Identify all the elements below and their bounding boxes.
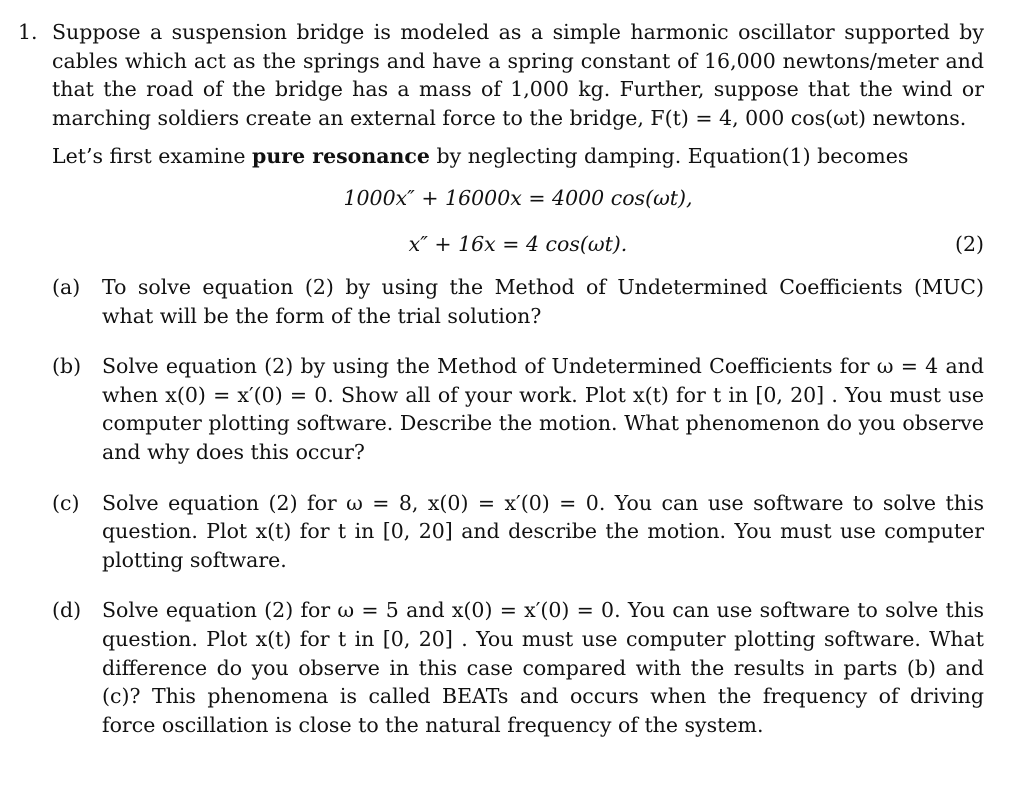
- part-b: [52, 352, 984, 466]
- lead-paragraph: [52, 142, 984, 171]
- equation-1: [52, 183, 984, 213]
- part-c: [52, 489, 984, 575]
- lead-text-after: by neglecting damping. Equation(1) becomes: [429, 144, 909, 169]
- part-b-label: (b): [52, 354, 82, 379]
- part-b-text: Solve equation (2) by using the Method of Undetermined Coefficients for ω = 4 and when x(0) = x′(0) = 0. Show all of your work. Plot x(t) for t in [0, 20] . You must use computer plotting software. Describe the motion. What phenomenon do you observe and why does this occur?: [102, 354, 984, 464]
- problem-parts: [52, 273, 984, 739]
- problem-intro: Suppose a suspension bridge is modeled as a simple harmonic oscillator supported by cables which act as the springs and have a spring constant of 16,000 newtons/meter and that the road of the bridge has a mass of 1,000 kg. Further, suppose that the wind or marching soldiers create an external force to the bridge, F(t) = 4, 000 cos(ωt) newtons.: [52, 20, 984, 130]
- problem-1: [18, 18, 984, 761]
- lead-text-before: Let’s first examine: [52, 144, 253, 169]
- equation-2: [52, 229, 984, 259]
- lead-bold-term: pure resonance: [252, 144, 430, 169]
- part-d: [52, 596, 984, 739]
- part-c-text: Solve equation (2) for ω = 8, x(0) = x′(0) = 0. You can use software to solve this question. Plot x(t) for t in [0, 20] and describe the motion. You must use computer plotting software.: [102, 490, 984, 572]
- part-d-label: (d): [52, 598, 82, 623]
- part-d-text: Solve equation (2) for ω = 5 and x(0) = x′(0) = 0. You can use software to solve this question. Plot x(t) for t in [0, 20] . You must use computer plotting software. What difference do you observe in this case compared with the results in parts (b) and (c)? This phenomena is called BEATs and occurs when the frequency of driving force oscillation is close to the natural frequency of the system.: [102, 598, 984, 737]
- part-c-label: (c): [52, 490, 80, 515]
- part-a-text: To solve equation (2) by using the Method of Undetermined Coefficients (MUC) what will be the form of the trial solution?: [102, 274, 984, 328]
- equation-2-text: x″ + 16x = 4 cos(ωt).: [408, 231, 628, 256]
- part-a-label: (a): [52, 274, 81, 299]
- part-a: [52, 273, 984, 330]
- problem-number: 1.: [18, 20, 38, 44]
- equation-1-text: 1000x″ + 16000x = 4000 cos(ωt),: [343, 185, 693, 210]
- equation-2-number: (2): [954, 231, 984, 256]
